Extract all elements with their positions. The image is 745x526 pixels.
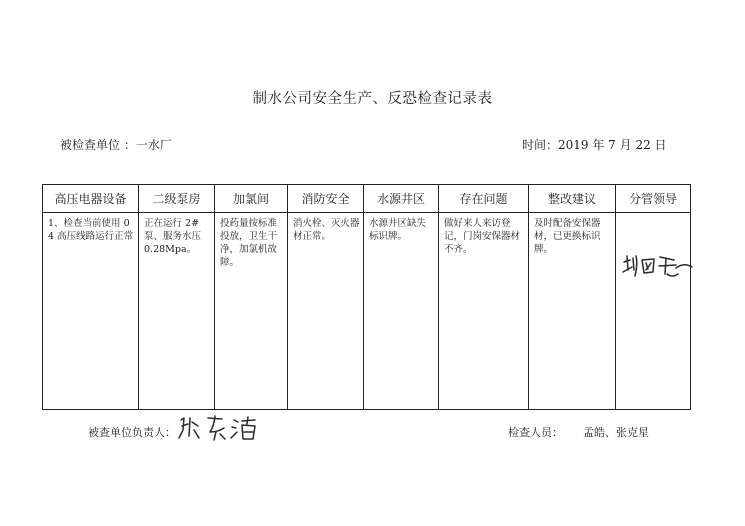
time-value: 2019 年 7 月 22 日 (558, 138, 667, 152)
inspector-names: 孟皓、张克星 (583, 426, 649, 439)
leader-signature (620, 248, 700, 290)
header-leader: 分管领导 (616, 185, 691, 213)
responsible-signature (176, 412, 272, 444)
inspection-date-line (522, 136, 667, 153)
header-suggestions: 整改建议 (529, 185, 616, 213)
document-title: 制水公司安全生产、反恐检查记录表 (252, 91, 493, 107)
inspector-line (508, 424, 649, 440)
inspection-table (42, 184, 691, 410)
header-issues: 存在问题 (439, 185, 529, 213)
header-well-area: 水源井区 (364, 185, 439, 213)
table-row (43, 213, 691, 410)
header-high-voltage: 高压电器设备 (43, 185, 139, 213)
inspected-unit-label: 被检查单位 ： (60, 138, 136, 152)
header-pump-room: 二级泵房 (139, 185, 215, 213)
cell-chlorination-room: 投药量按标准投放，卫生干净，加氯机故障。 (215, 213, 288, 410)
table-header-row (43, 185, 691, 213)
cell-leader (616, 213, 691, 410)
responsible-label: 被查单位负责人： (88, 426, 176, 439)
responsible-person-line (88, 424, 176, 440)
header-fire-safety: 消防安全 (288, 185, 364, 213)
cell-well-area: 水源井区缺失标识牌。 (364, 213, 439, 410)
inspected-unit-line (60, 136, 172, 153)
cell-pump-room: 正在运行 2#泵、服务水压 0.28Mpa。 (139, 213, 215, 410)
cell-issues: 做好来人来访登记，门岗安保器材不齐。 (439, 213, 529, 410)
inspected-unit-value: 一水厂 (135, 138, 172, 152)
cell-suggestions: 及时配备安保器材，已更换标识牌。 (529, 213, 616, 410)
cell-high-voltage: 1、检查当前使用 04 高压线路运行正常 (43, 213, 139, 410)
header-chlorination-room: 加氯间 (215, 185, 288, 213)
cell-fire-safety: 消火栓、灭火器材正常。 (288, 213, 364, 410)
time-label: 时间： (522, 138, 559, 152)
inspector-label: 检查人员： (508, 426, 563, 439)
